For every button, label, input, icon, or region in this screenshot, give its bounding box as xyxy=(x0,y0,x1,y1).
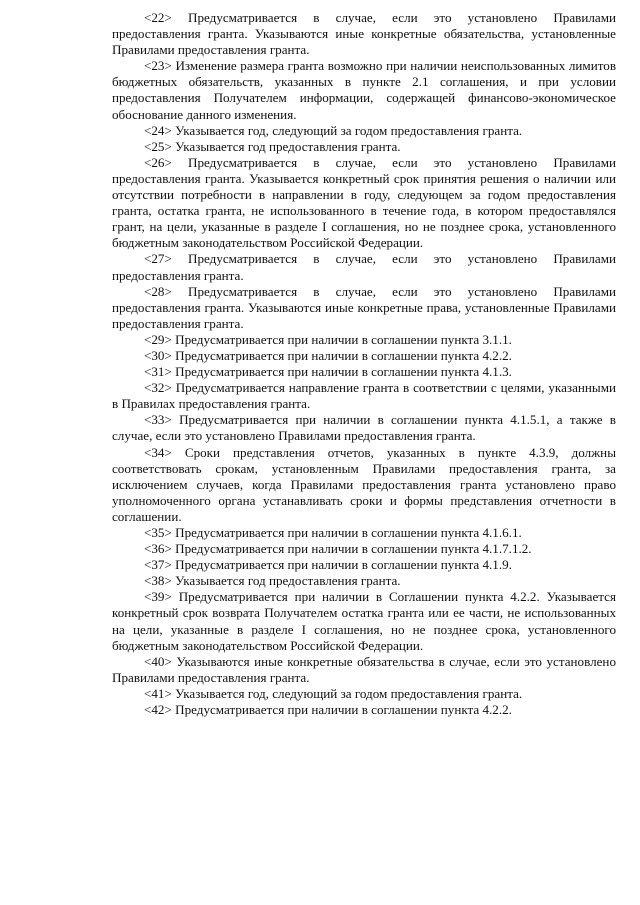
footnote-36: <36> Предусматривается при наличии в соглашении пункта 4.1.7.1.2. xyxy=(144,541,532,557)
footnote-38: <38> Указывается год предоставления гранта. xyxy=(144,573,401,589)
footnote-23: <23> Изменение размера гранта возможно при наличии неиспользованных лимитов бюджетных обязательств, указанных в пункте 2.1 соглашения, и при условии предоставления Получателем информации, содержащей финансово-экономическое обоснование данного изменения. xyxy=(112,58,616,122)
footnote-33: <33> Предусматривается при наличии в соглашении пункта 4.1.5.1, а также в случае, если это установлено Правилами предоставления гранта. xyxy=(112,412,616,444)
footnote-28: <28> Предусматривается в случае, если это установлено Правилами предоставления гранта. Указываются иные конкретные права, установленные Правилами предоставления гранта. xyxy=(112,283,616,331)
footnote-42: <42> Предусматривается при наличии в соглашении пункта 4.2.2. xyxy=(144,702,512,718)
footnote-30: <30> Предусматривается при наличии в соглашении пункта 4.2.2. xyxy=(144,347,512,363)
footnote-41: <41> Указывается год, следующий за годом предоставления гранта. xyxy=(144,685,523,701)
footnote-27: <27> Предусматривается в случае, если это установлено Правилами предоставления гранта. xyxy=(112,251,616,283)
footnote-40: <40> Указываются иные конкретные обязательства в случае, если это установлено Правилами предоставления гранта. xyxy=(112,653,616,685)
footnote-35: <35> Предусматривается при наличии в соглашении пункта 4.1.6.1. xyxy=(144,525,522,540)
footnote-24: <24> Указывается год, следующий за годом предоставления гранта. xyxy=(144,122,523,138)
footnote-25: <25> Указывается год предоставления гранта. xyxy=(144,138,401,154)
footnote-34: <34> Сроки представления отчетов, указанных в пункте 4.3.9, должны соответствовать срокам, установленным Правилами предоставления гранта, за исключением случаев, когда Правилами предоставления гранта установлено право уполномоченного органа устанавливать сроки и формы представления отчетности в соглашении. xyxy=(112,444,616,524)
footnote-39: <39> Предусматривается при наличии в Соглашении пункта 4.2.2. Указывается конкретный срок возврата Получателем остатка гранта или ее части, не использованных на цели, указанные в разделе I соглашения, но не позднее срока, установленного бюджетным законодательством Российской Федерации. xyxy=(112,589,616,653)
footnote-29: <29> Предусматривается при наличии в соглашении пункта 3.1.1. xyxy=(144,331,512,347)
footnote-32: <32> Предусматривается направление гранта в соответствии с целями, указанными в Правилах предоставления гранта. xyxy=(112,380,616,412)
footnote-22: <22> Предусматривается в случае, если это установлено Правилами предоставления гранта. Указываются иные конкретные обязательства, установленные Правилами предоставления гранта. xyxy=(112,10,616,58)
footnote-31: <31> Предусматривается при наличии в соглашении пункта 4.1.3. xyxy=(144,364,512,380)
footnote-37: <37> Предусматривается при наличии в соглашении пункта 4.1.9. xyxy=(144,557,512,573)
footnote-26: <26> Предусматривается в случае, если это установлено Правилами предоставления гранта. Указывается конкретный срок принятия решения о наличии или отсутствии потребности в направлении в году, следующем за годом предоставления гранта, остатка гранта, не использованного в течение года, в котором предоставлялся грант, на цели, указанные в разделе I соглашения, но не позднее срока, установленного бюджетным законодательством Российской Федерации. xyxy=(112,154,616,251)
